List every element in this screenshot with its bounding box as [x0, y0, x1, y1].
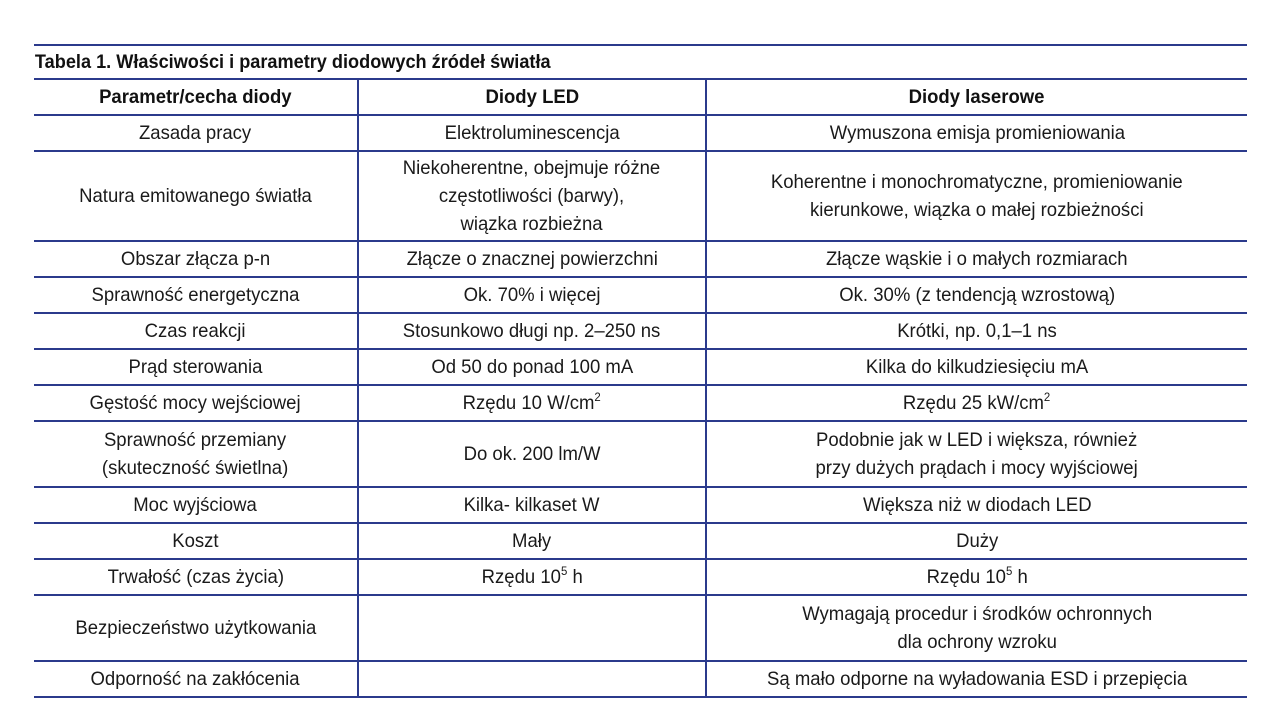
led-cell: [358, 661, 706, 697]
table-row: [34, 559, 1247, 595]
param-cell: Sprawność przemiany (skuteczność świetlna): [34, 421, 358, 487]
laser-cell: Są mało odporne na wyładowania ESD i przepięcia: [706, 661, 1247, 697]
led-cell: Kilka- kilkaset W: [358, 487, 706, 523]
laser-cell: Duży: [706, 523, 1247, 559]
param-cell: Obszar złącza p-n: [34, 241, 358, 277]
param-cell: Gęstość mocy wejściowej: [34, 385, 358, 421]
led-cell: Niekoherentne, obejmuje różne częstotliwości (barwy), wiązka rozbieżna: [358, 151, 706, 241]
led-cell: Do ok. 200 lm/W: [358, 421, 706, 487]
table-row: [34, 277, 1247, 313]
laser-cell: Wymagają procedur i środków ochronnych dla ochrony wzroku: [706, 595, 1247, 661]
table-caption: Tabela 1. Właściwości i parametry diodowych źródeł światła: [34, 51, 551, 73]
param-cell: Zasada pracy: [34, 115, 358, 151]
header-led: Diody LED: [358, 79, 706, 115]
param-cell: Odporność na zakłócenia: [34, 661, 358, 697]
table-row: [34, 115, 1247, 151]
param-cell: Prąd sterowania: [34, 349, 358, 385]
laser-cell: Większa niż w diodach LED: [706, 487, 1247, 523]
param-cell: Sprawność energetyczna: [34, 277, 358, 313]
led-cell: Stosunkowo długi np. 2–250 ns: [358, 313, 706, 349]
table-row: [34, 385, 1247, 421]
properties-table: [34, 78, 1247, 698]
led-cell: Mały: [358, 523, 706, 559]
laser-cell: Ok. 30% (z tendencją wzrostową): [706, 277, 1247, 313]
led-cell: Od 50 do ponad 100 mA: [358, 349, 706, 385]
led-cell: Rzędu $10^5$ h: [358, 559, 706, 595]
table-row: [34, 349, 1247, 385]
header-row: [34, 79, 1247, 115]
param-cell: Moc wyjściowa: [34, 487, 358, 523]
led-cell: Rzędu 10 $W/cm^2$: [358, 385, 706, 421]
table-row: [34, 421, 1247, 487]
laser-cell: Krótki, np. 0,1–1 ns: [706, 313, 1247, 349]
led-cell: Ok. 70% i więcej: [358, 277, 706, 313]
header-laser: Diody laserowe: [706, 79, 1247, 115]
laser-cell: Złącze wąskie i o małych rozmiarach: [706, 241, 1247, 277]
led-cell: Złącze o znacznej powierzchni: [358, 241, 706, 277]
table-row: [34, 487, 1247, 523]
param-cell: Czas reakcji: [34, 313, 358, 349]
param-cell: Koszt: [34, 523, 358, 559]
table-row: [34, 661, 1247, 697]
table-row: [34, 595, 1247, 661]
table-row: [34, 313, 1247, 349]
header-param: Parametr/cecha diody: [34, 79, 358, 115]
table-row: [34, 241, 1247, 277]
superscript: 2: [1044, 389, 1051, 404]
table-row: [34, 151, 1247, 241]
laser-cell: Kilka do kilkudziesięciu mA: [706, 349, 1247, 385]
superscript: 2: [594, 389, 602, 404]
param-cell: Natura emitowanego światła: [34, 151, 358, 241]
superscript: 5: [1005, 563, 1013, 578]
table-row: [34, 523, 1247, 559]
param-cell: Trwałość (czas życia): [34, 559, 358, 595]
laser-cell: Koherentne i monochromatyczne, promieniowanie kierunkowe, wiązka o małej rozbieżności: [706, 151, 1247, 241]
param-cell: Bezpieczeństwo użytkowania: [34, 595, 358, 661]
superscript: 5: [560, 563, 568, 578]
laser-cell: Rzędu 25 $kW/cm^2$: [706, 385, 1247, 421]
led-cell: Elektroluminescencja: [358, 115, 706, 151]
led-cell: [358, 595, 706, 661]
table-container: [34, 44, 1247, 698]
laser-cell: Wymuszona emisja promieniowania: [706, 115, 1247, 151]
laser-cell: Podobnie jak w LED i większa, również przy dużych prądach i mocy wyjściowej: [706, 421, 1247, 487]
laser-cell: Rzędu $10^5$ h: [706, 559, 1247, 595]
